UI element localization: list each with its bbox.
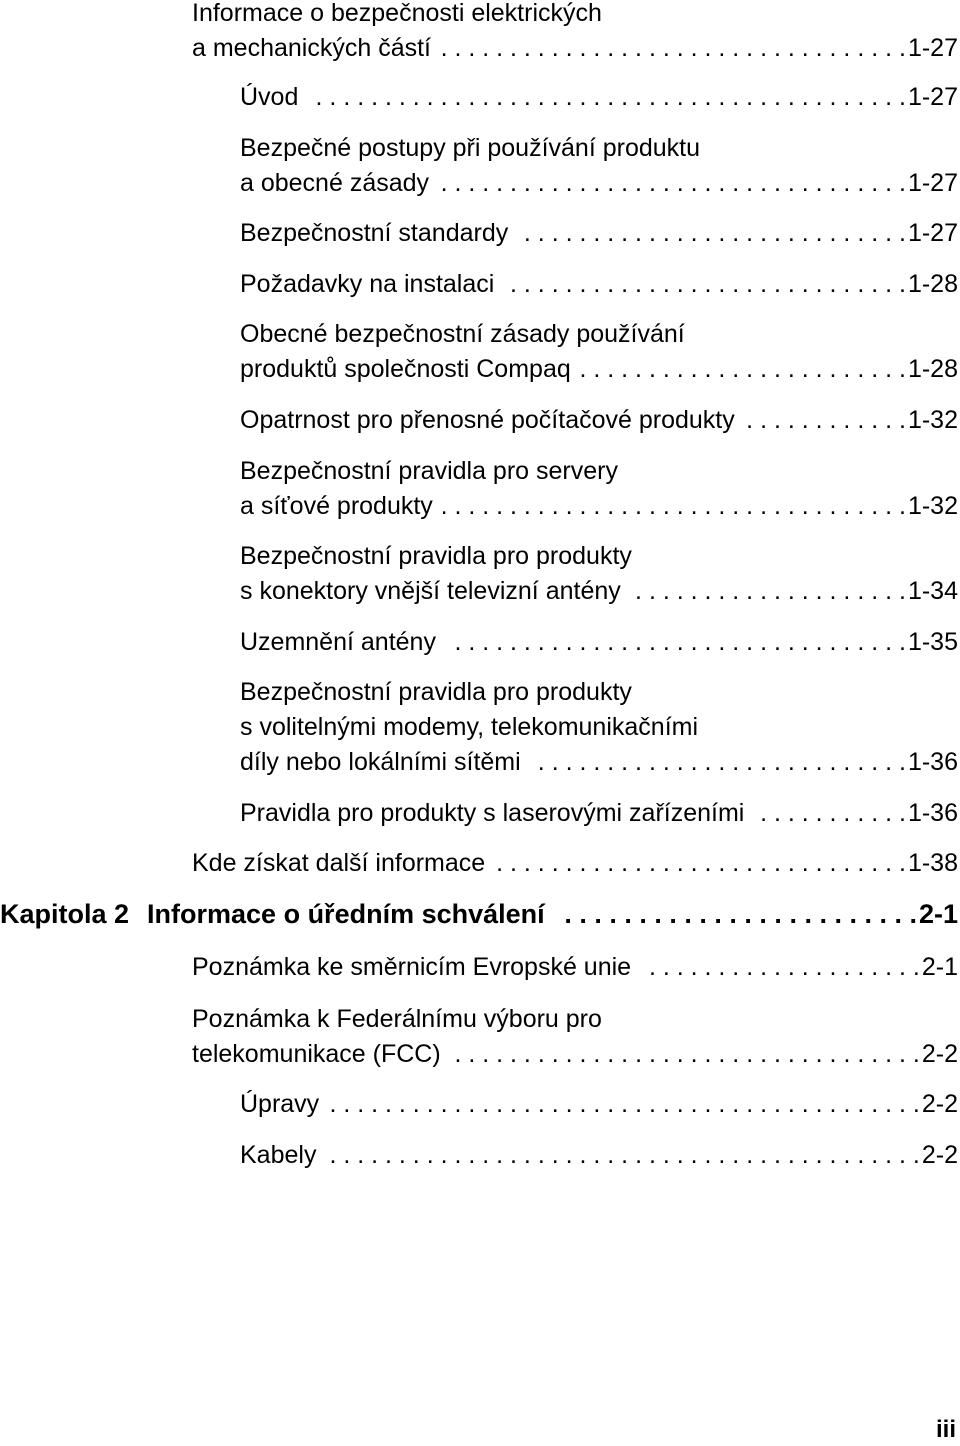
toc-entry <box>240 1138 958 1173</box>
toc-entry-text: Požadavky na instalaci <box>240 270 495 298</box>
dot-leader <box>641 950 920 985</box>
toc-page-number: 2-2 <box>921 1141 958 1169</box>
dot-leader <box>439 166 906 201</box>
toc-entry-text: s volitelnými modemy, telekomunikačními <box>240 713 699 741</box>
toc-page-number: 1-27 <box>907 34 958 62</box>
dot-leader <box>326 1138 919 1173</box>
toc-entry-text: s konektory vnější televizní antény <box>240 577 621 605</box>
dot-leader <box>451 1037 920 1072</box>
toc-page-number: 1-28 <box>907 355 958 383</box>
dot-leader <box>581 352 906 387</box>
toc-entry <box>240 539 958 609</box>
dot-leader <box>446 625 906 660</box>
toc-entry <box>192 0 958 66</box>
toc-entry <box>240 796 958 831</box>
toc-entry-text: Bezpečnostní pravidla pro produkty <box>240 542 632 570</box>
toc-entry-text: a mechanických částí <box>192 34 431 62</box>
toc-entry <box>240 625 958 660</box>
toc-entry-text: a síťové produkty <box>240 492 433 520</box>
toc-chapter-entry <box>0 897 958 932</box>
chapter-label: Kapitola 2 <box>0 899 130 929</box>
toc-entry-text: a obecné zásady <box>240 169 430 197</box>
toc-page-number: 1-27 <box>907 169 958 197</box>
toc-page-number: 1-32 <box>907 406 958 434</box>
dot-leader <box>518 216 906 251</box>
toc-entry-text: díly nebo lokálními sítěmi <box>240 748 521 776</box>
toc-page-number: 2-1 <box>918 899 958 929</box>
toc-entry-text: Poznámka ke směrnicím Evropské unie <box>192 953 632 981</box>
toc-entry <box>240 267 958 302</box>
toc-entry-text: telekomunikace (FCC) <box>192 1040 441 1068</box>
dot-leader <box>308 80 906 115</box>
toc-entry <box>240 216 958 251</box>
toc-entry-text: Úvod <box>240 83 299 111</box>
toc-entry-text: Opatrnost pro přenosné počítačové produkty <box>240 406 735 434</box>
toc-page-number: 1-35 <box>907 628 958 656</box>
toc-entry-text: Bezpečnostní pravidla pro produkty <box>240 678 632 706</box>
toc-page-number: 1-27 <box>907 219 958 247</box>
dot-leader <box>754 796 906 831</box>
toc-entry-text: Pravidla pro produkty s laserovými zařízeními <box>240 799 745 827</box>
toc-entry <box>192 846 958 881</box>
dot-leader <box>443 489 906 524</box>
dot-leader <box>504 267 906 302</box>
toc-page-number: 1-27 <box>907 83 958 111</box>
toc-page-number: 1-36 <box>907 748 958 776</box>
dot-leader <box>745 403 906 438</box>
toc-page-number: 1-38 <box>907 849 958 877</box>
toc-entry-text: Kabely <box>240 1141 317 1169</box>
dot-leader <box>495 846 906 881</box>
toc-entry-text: Uzemnění antény <box>240 628 436 656</box>
dot-leader <box>555 897 917 932</box>
toc-entry <box>240 1087 958 1122</box>
dot-leader <box>441 31 906 66</box>
toc-entry-text: Bezpečnostní pravidla pro servery <box>240 457 618 485</box>
toc-entry-text: Kde získat další informace <box>192 849 486 877</box>
toc-entry <box>240 403 958 438</box>
page-number: iii <box>935 1416 956 1443</box>
toc-entry-text: Bezpečnostní standardy <box>240 219 509 247</box>
dot-leader <box>531 745 906 780</box>
toc-entry-text: produktů společnosti Compaq <box>240 355 571 383</box>
toc-entry-text: Informace o bezpečnosti elektrických <box>192 0 602 27</box>
toc-entry <box>240 454 958 524</box>
toc-entry <box>240 317 958 387</box>
toc-page-number: 2-2 <box>921 1040 958 1068</box>
dot-leader <box>631 574 906 609</box>
toc-entry <box>192 1002 958 1072</box>
toc-page-number: 2-2 <box>921 1090 958 1118</box>
toc-entry-text: Úpravy <box>240 1090 320 1118</box>
toc-page-number: 1-28 <box>907 270 958 298</box>
toc-entry-text: Bezpečné postupy při používání produktu <box>240 134 701 162</box>
toc-entry <box>240 131 958 201</box>
toc-entry-text: Obecné bezpečnostní zásady používání <box>240 320 685 348</box>
toc-entry-text: Poznámka k Federálnímu výboru pro <box>192 1005 602 1033</box>
toc-entry <box>240 80 958 115</box>
chapter-title: Informace o úředním schválení <box>147 899 545 929</box>
toc-page-number: 2-1 <box>921 953 958 981</box>
dot-leader <box>329 1087 920 1122</box>
toc-entry <box>192 950 958 985</box>
toc-entry <box>240 675 958 780</box>
toc-page-number: 1-32 <box>907 492 958 520</box>
toc-page-number: 1-34 <box>907 577 958 605</box>
toc-page-number: 1-36 <box>907 799 958 827</box>
